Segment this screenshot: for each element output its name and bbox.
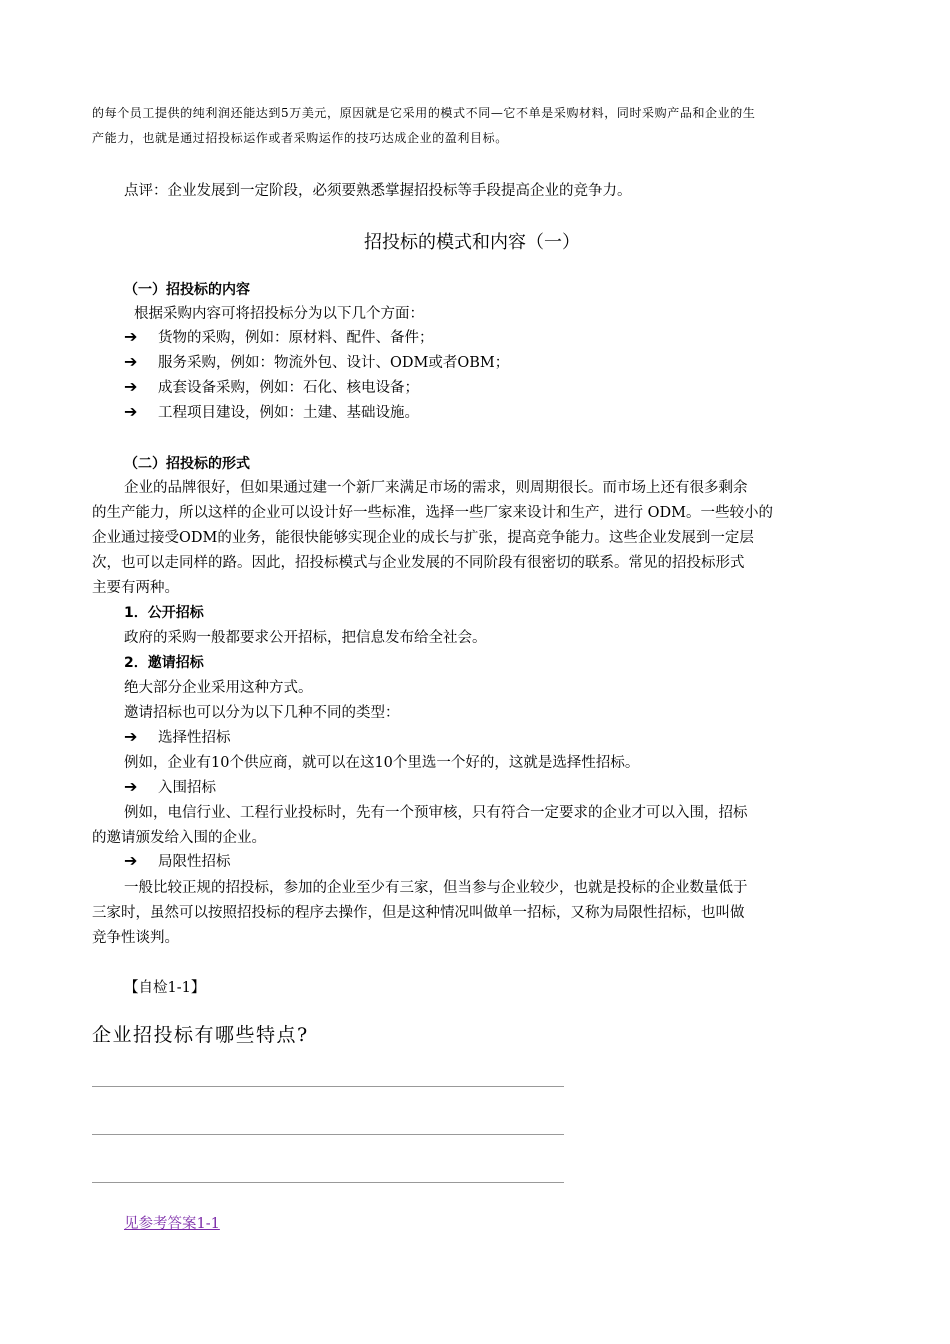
section1-lead: 根据采购内容可将招投标分为以下几个方面： [134, 306, 424, 322]
comment-text: 点评：企业发展到一定阶段，必须要熟悉掌握招投标等手段提高企业的竞争力。 [124, 183, 632, 199]
bullet-text: 成套设备采购，例如：石化、核电设备； [158, 380, 419, 396]
answer-line[interactable] [92, 1086, 564, 1087]
list-item [124, 401, 419, 422]
type2-label: 入围招标 [158, 780, 216, 796]
selfcheck-question: 企业招投标有哪些特点? [92, 1024, 309, 1046]
answer-link[interactable]: 见参考答案1-1 [124, 1216, 220, 1232]
para-line: 次，也可以走同样的路。因此，招投标模式与企业发展的不同阶段有很密切的联系。常见的招投标形式 [92, 555, 745, 571]
arrow-right-icon: ➔ [124, 727, 138, 746]
para-line: 主要有两种。 [92, 580, 179, 596]
type3-text: 一般比较正规的招投标，参加的企业至少有三家，但当参与企业较少，也就是投标的企业数量低于 [124, 880, 748, 896]
selfcheck-label: 【自检1-1】 [124, 980, 206, 996]
type1-text: 例如，企业有10个供应商，就可以在这10个里选一个好的，这就是选择性招标。 [124, 755, 640, 771]
invite-text-2: 邀请招标也可以分为以下几种不同的类型： [124, 705, 400, 721]
list-item [124, 850, 231, 871]
arrow-right-icon: ➔ [124, 851, 138, 870]
arrow-right-icon: ➔ [124, 377, 138, 396]
invite-text-1: 绝大部分企业采用这种方式。 [124, 680, 313, 696]
bullet-text: 货物的采购，例如：原材料、配件、备件； [158, 330, 434, 346]
section2-heading: （二）招投标的形式 [124, 456, 250, 472]
bullet-text: 工程项目建设，例如：土建、基础设施。 [158, 405, 419, 421]
type2-text: 例如，电信行业、工程行业投标时，先有一个预审核，只有符合一定要求的企业才可以入围，招标 [124, 805, 748, 821]
type2-text: 的邀请颁发给入围的企业。 [92, 830, 266, 846]
type3-label: 局限性招标 [158, 854, 231, 870]
para-line: 企业通过接受ODM的业务，能很快能够实现企业的成长与扩张，提高竞争能力。这些企业发展到一定层 [92, 530, 754, 546]
list-item [124, 726, 231, 747]
type3-text: 三家时，虽然可以按照招投标的程序去操作，但是这种情况叫做单一招标，又称为局限性招标，也叫做 [92, 905, 745, 921]
list-item [124, 326, 434, 347]
intro-line-2: 产能力，也就是通过招投标运作或者采购运作的技巧达成企业的盈利目标。 [92, 131, 508, 145]
section1-heading: （一）招投标的内容 [124, 282, 250, 298]
bullet-text: 服务采购，例如：物流外包、设计、ODM或者OBM； [158, 355, 510, 371]
answer-line[interactable] [92, 1134, 564, 1135]
open-tender-text: 政府的采购一般都要求公开招标，把信息发布给全社会。 [124, 630, 487, 646]
page-title: 招投标的模式和内容（一） [364, 232, 580, 253]
type3-text: 竞争性谈判。 [92, 930, 179, 946]
invite-tender-heading: 2．邀请招标 [124, 655, 204, 671]
list-item [124, 376, 419, 397]
arrow-right-icon: ➔ [124, 327, 138, 346]
open-tender-heading: 1．公开招标 [124, 605, 204, 621]
list-item [124, 776, 216, 797]
arrow-right-icon: ➔ [124, 777, 138, 796]
para-line: 企业的品牌很好，但如果通过建一个新厂来满足市场的需求，则周期很长。而市场上还有很多剩余 [124, 480, 748, 496]
arrow-right-icon: ➔ [124, 402, 138, 421]
intro-line-1: 的每个员工提供的纯利润还能达到5万美元，原因就是它采用的模式不同—它不单是采购材料，同时采购产品和企业的生 [92, 106, 756, 120]
list-item [124, 351, 509, 372]
arrow-right-icon: ➔ [124, 352, 138, 371]
answer-line[interactable] [92, 1182, 564, 1183]
para-line: 的生产能力，所以这样的企业可以设计好一些标准，选择一些厂家来设计和生产，进行 ODM。一些较小的 [92, 505, 773, 521]
type1-label: 选择性招标 [158, 730, 231, 746]
